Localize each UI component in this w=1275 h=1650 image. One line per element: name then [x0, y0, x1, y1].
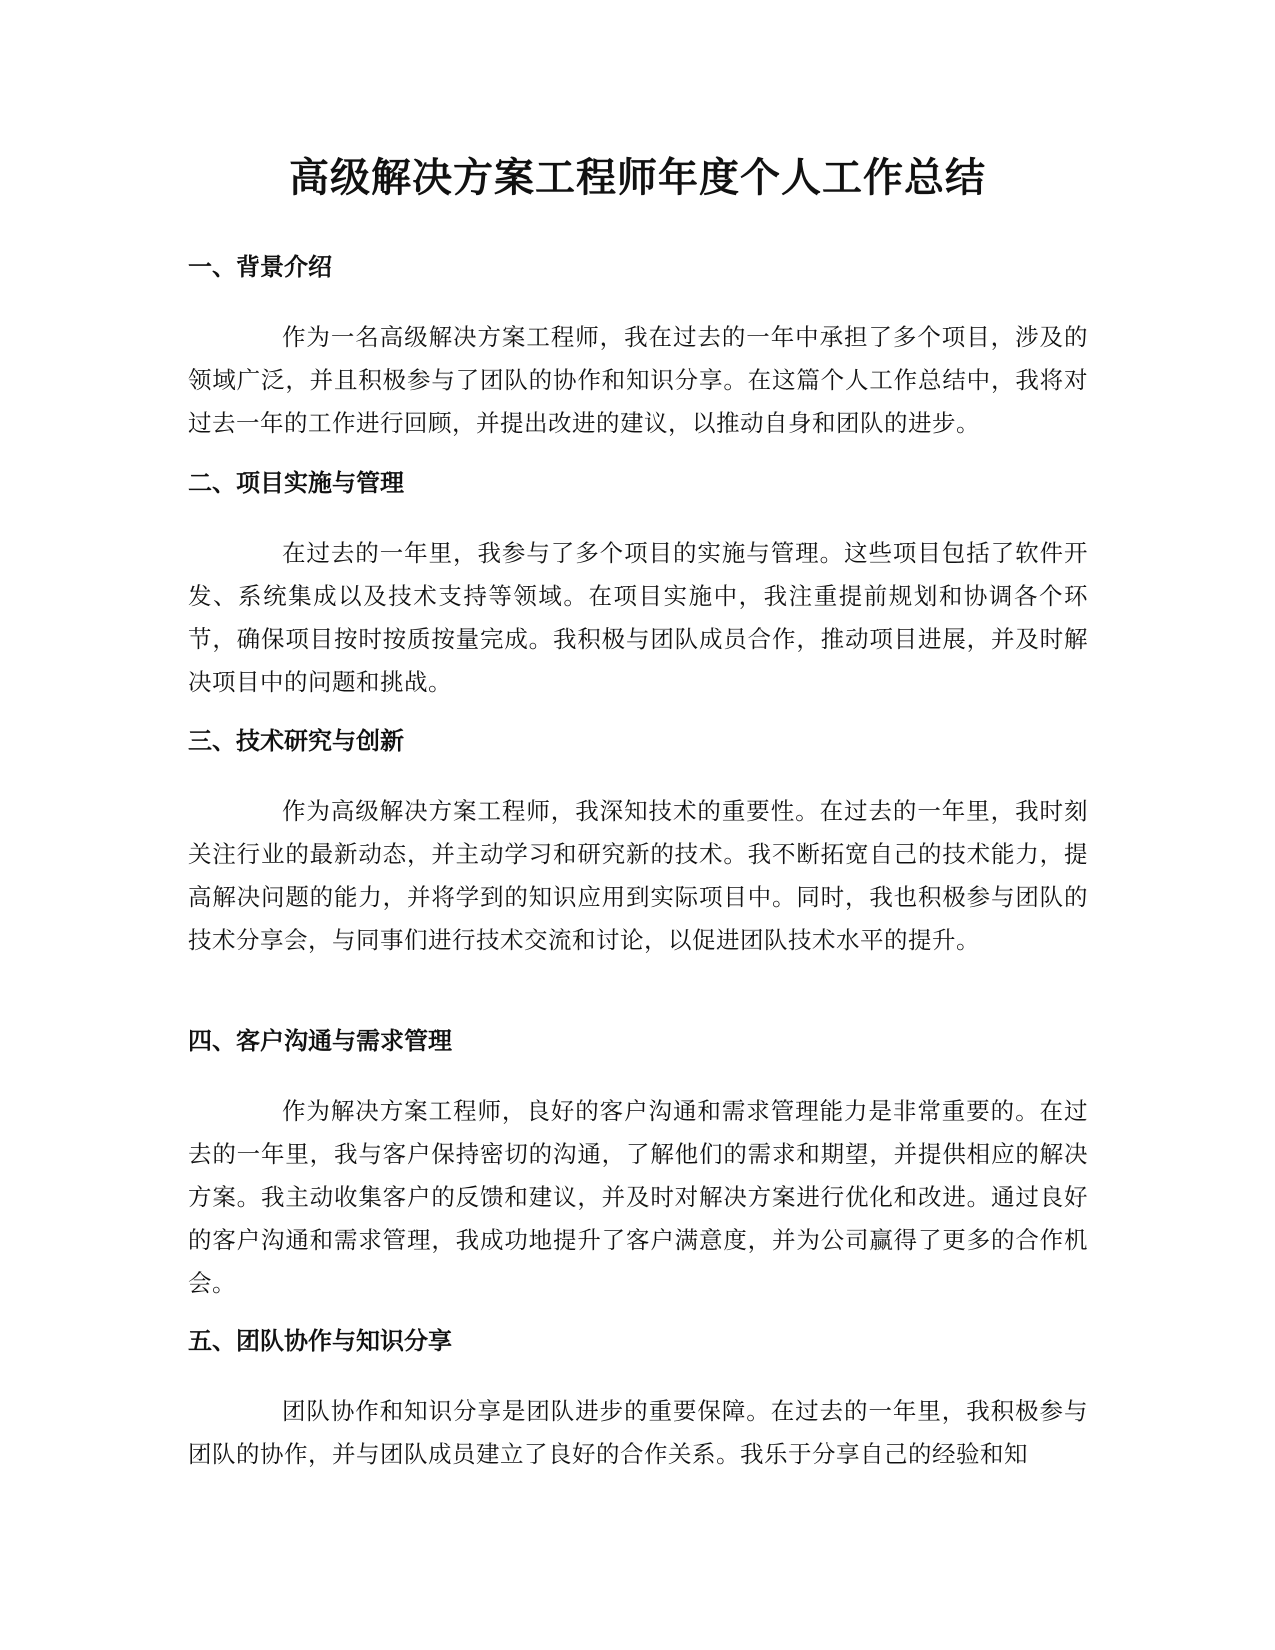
section-heading: 三、技术研究与创新: [188, 727, 404, 755]
section-background: [188, 251, 1088, 445]
section-paragraph: 团队协作和知识分享是团队进步的重要保障。在过去的一年里，我积极参与团队的协作，并与团队成员建立了良好的合作关系。我乐于分享自己的经验和知: [188, 1397, 1088, 1468]
section-paragraph: 作为解决方案工程师，良好的客户沟通和需求管理能力是非常重要的。在过去的一年里，我与客户保持密切的沟通，了解他们的需求和期望，并提供相应的解决方案。我主动收集客户的反馈和建议，并及时对解决方案进行优化和改进。通过良好的客户沟通和需求管理，我成功地提升了客户满意度，并为公司赢得了更多的合作机会。: [188, 1097, 1088, 1297]
section-project-management: [188, 467, 1088, 704]
section-heading: 四、客户沟通与需求管理: [188, 1027, 452, 1055]
section-heading: 五、团队协作与知识分享: [188, 1327, 452, 1355]
document-title: 高级解决方案工程师年度个人工作总结: [289, 155, 986, 201]
section-teamwork: [188, 1325, 1088, 1476]
section-paragraph: 作为高级解决方案工程师，我深知技术的重要性。在过去的一年里，我时刻关注行业的最新动态，并主动学习和研究新的技术。我不断拓宽自己的技术能力，提高解决问题的能力，并将学到的知识应用到实际项目中。同时，我也积极参与团队的技术分享会，与同事们进行技术交流和讨论，以促进团队技术水平的提升。: [188, 797, 1088, 954]
section-customer-communication: [188, 1025, 1088, 1305]
section-heading: 二、项目实施与管理: [188, 469, 404, 497]
section-heading: 一、背景介绍: [188, 253, 332, 281]
section-paragraph: 作为一名高级解决方案工程师，我在过去的一年中承担了多个项目，涉及的领域广泛，并且积极参与了团队的协作和知识分享。在这篇个人工作总结中，我将对过去一年的工作进行回顾，并提出改进的建议，以推动自身和团队的进步。: [188, 323, 1088, 437]
section-paragraph: 在过去的一年里，我参与了多个项目的实施与管理。这些项目包括了软件开发、系统集成以及技术支持等领域。在项目实施中，我注重提前规划和协调各个环节，确保项目按时按质按量完成。我积极与团队成员合作，推动项目进展，并及时解决项目中的问题和挑战。: [188, 539, 1088, 696]
section-tech-research: [188, 725, 1088, 962]
